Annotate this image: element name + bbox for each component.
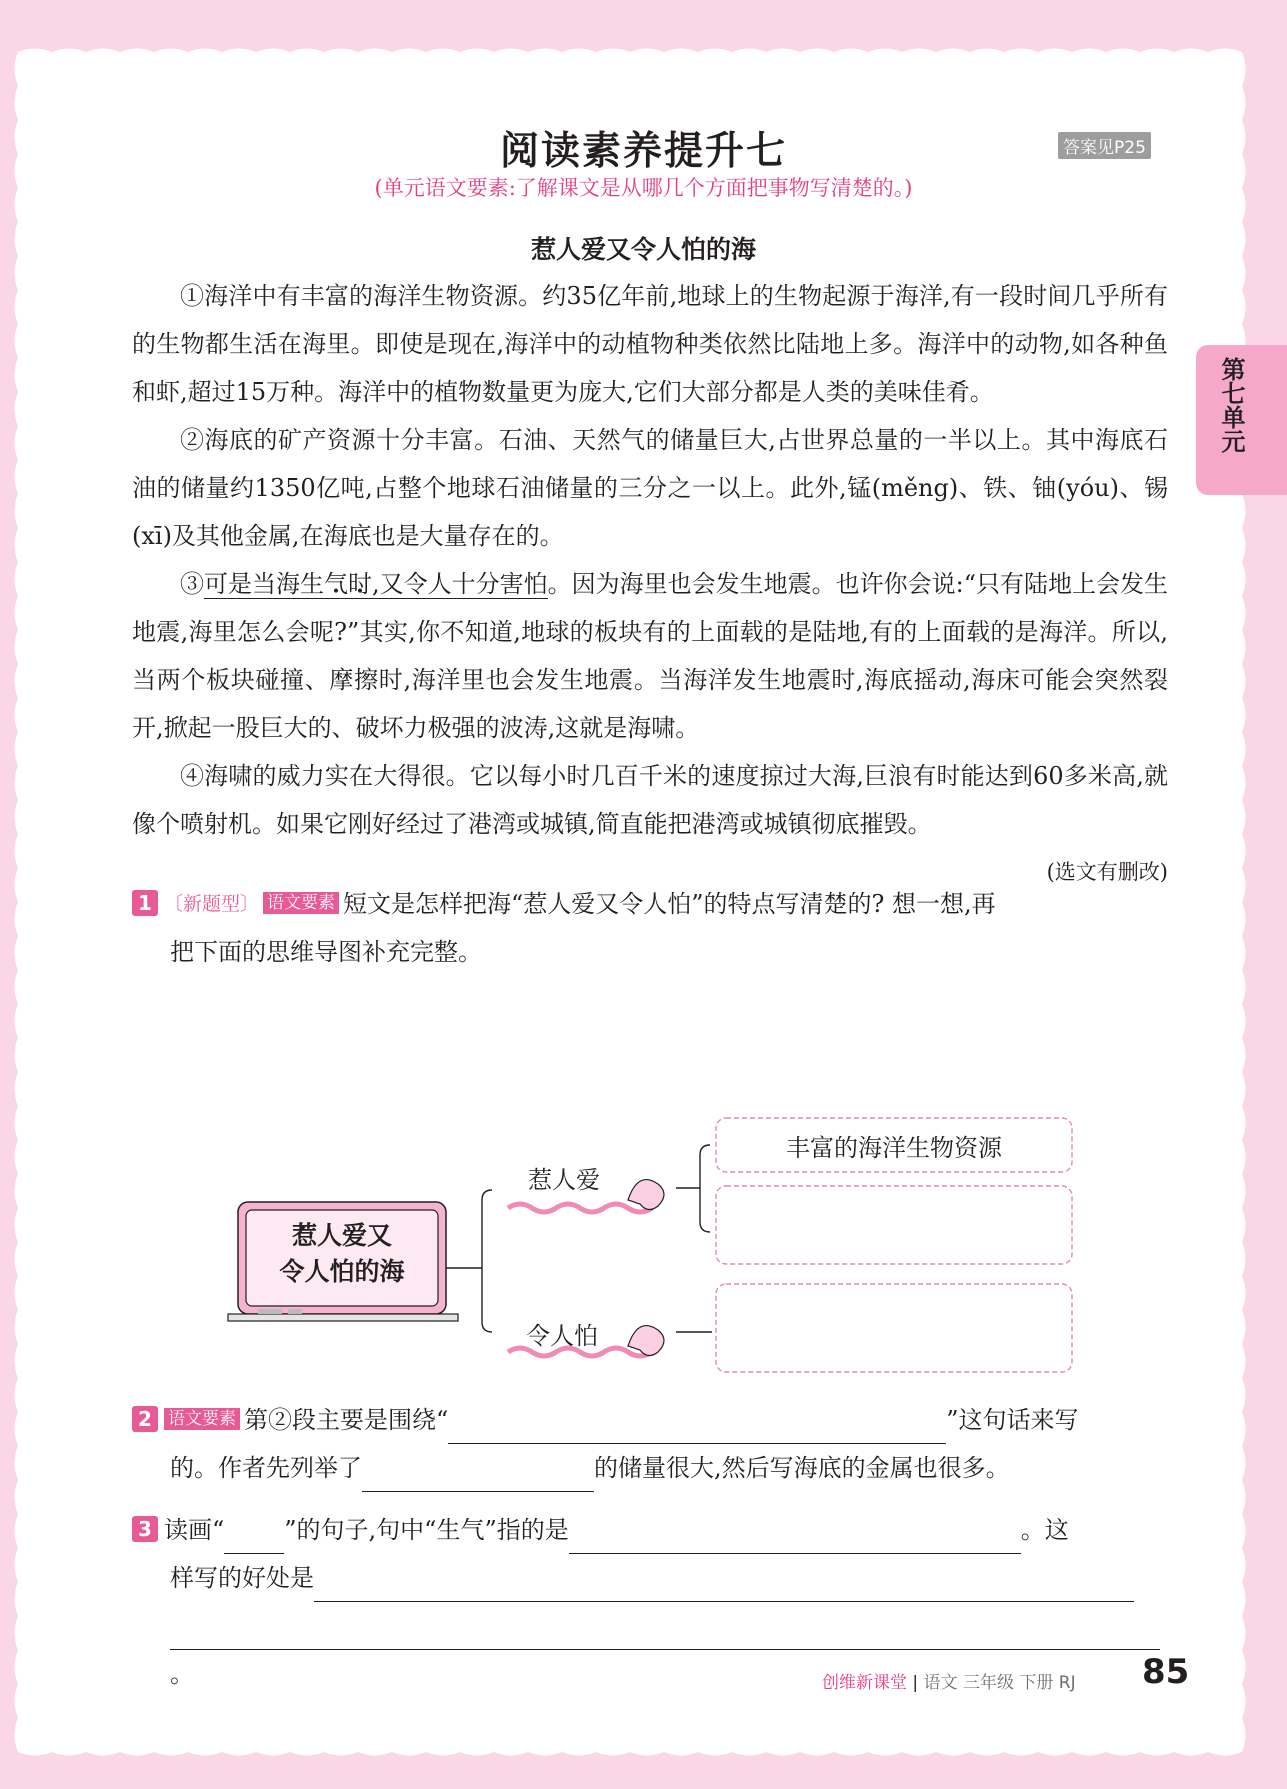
source-note: (选文有删改): [1046, 860, 1168, 884]
book-info: 语文 三年级 下册 RJ: [923, 1673, 1076, 1693]
center-line-2: 令人怕的海: [279, 1257, 405, 1286]
question-2-line-1: [132, 1396, 1172, 1444]
passage-title: 惹人爱又令人怕的海: [530, 235, 756, 264]
answer-blank-5[interactable]: [170, 1613, 1160, 1650]
answer-reference-badge: 答案见P25: [1058, 132, 1151, 159]
page-number: 85: [1142, 1652, 1190, 1692]
unit-side-tab-label: 第七单元: [1217, 357, 1245, 453]
answer-blank-1[interactable]: [448, 1407, 946, 1444]
answer-blank-3[interactable]: [569, 1517, 1021, 1554]
question-2-line-2: [132, 1444, 1172, 1492]
brand-name: 创维新课堂: [822, 1673, 907, 1693]
question-2-text-c: 的。作者先列举了: [170, 1454, 362, 1482]
answer-box-1-text: 丰富的海洋生物资源: [786, 1134, 1002, 1162]
answer-blank-4[interactable]: [314, 1565, 1134, 1602]
question-number: 2: [132, 1406, 158, 1432]
paragraph-4: ④海啸的威力实在大得很。它以每小时几百千米的速度掠过大海,巨浪有时能达到60多米高,就像个喷射机。如果它刚好经过了港湾或城镇,简直能把港湾或城镇彻底摧毁。: [132, 762, 1168, 838]
paragraph-3-number: ③: [180, 570, 204, 598]
mind-map-center: [246, 1218, 438, 1290]
element-tag: 语文要素: [164, 1408, 240, 1430]
question-3-text-c: 。这: [1020, 1516, 1069, 1544]
branch-love-label: 惹人爱: [528, 1166, 600, 1194]
paragraph-3-rest: 。因为海里也会发生地震。也许你会说:“只有陆地上会发生地震,海里怎么会呢?”其实,你不知道,地球的板块有的上面载的是陆地,有的上面载的是海洋。所以,当两个板块碰撞、摩擦时,海洋里也会发生地震。当海洋发生地震时,海底摇动,海床可能会突然裂开,掀起一股巨大的、破坏力极强的波涛,这就是海啸。: [132, 570, 1168, 742]
question-1-line-2: 把下面的思维导图补充完整。: [170, 938, 482, 966]
question-3-text-a: 读画“: [164, 1516, 225, 1544]
emphasis-char-2: 气: [324, 570, 348, 598]
underlined-part-b: 时,又令人十分害怕: [348, 570, 548, 598]
question-number: 1: [132, 890, 158, 916]
paragraph-1: ①海洋中有丰富的海洋生物资源。约35亿年前,地球上的生物起源于海洋,有一段时间几乎所有的生物都生活在海里。即使是现在,海洋中的动植物种类依然比陆地上多。海洋中的动物,如各种鱼和虾,超过15万种。海洋中的植物数量更为庞大,它们大部分都是人类的美味佳肴。: [132, 282, 1168, 406]
answer-box-3[interactable]: [716, 1284, 1072, 1372]
question-3-text-e: 。: [170, 1660, 194, 1688]
element-tag: 语文要素: [263, 892, 339, 914]
question-2-text-d: 的储量很大,然后写海底的金属也很多。: [594, 1454, 1010, 1482]
paragraph-2: ②海底的矿产资源十分丰富。石油、天然气的储量巨大,占世界总量的一半以上。其中海底石油的储量约1350亿吨,占整个地球石油储量的三分之一以上。此外,锰(měng)、铁、铀(yóu)、锡(xī)及其他金属,在海底也是大量存在的。: [132, 426, 1168, 550]
branch-fear-label: 令人怕: [526, 1322, 598, 1350]
answer-blank-2[interactable]: [362, 1455, 594, 1492]
question-3-text-b: ”的句子,句中“生气”指的是: [284, 1516, 569, 1544]
page-title: 阅读素养提升七: [499, 129, 787, 174]
answer-box-2[interactable]: [716, 1186, 1072, 1264]
question-3-line-1: [132, 1506, 1172, 1554]
question-2-text-a: 第②段主要是围绕“: [244, 1406, 449, 1434]
center-line-1: 惹人爱又: [291, 1221, 392, 1250]
question-2-text-b: ”这句话来写: [946, 1406, 1079, 1434]
underlined-part-a: 可是当海: [204, 570, 300, 598]
question-3-line-2: [132, 1554, 1172, 1602]
emphasis-char-1: 生: [300, 570, 324, 598]
question-3-text-d: 样写的好处是: [170, 1564, 314, 1592]
question-1-text: 短文是怎样把海“惹人爱又令人怕”的特点写清楚的? 想一想,再: [343, 890, 996, 918]
wave-icon: [628, 1180, 664, 1356]
unit-objective: (单元语文要素:了解课文是从哪几个方面把事物写清楚的。): [374, 176, 913, 200]
question-2: [132, 1396, 1172, 1492]
footer-info: 创维新课堂 | 语文 三年级 下册 RJ: [822, 1673, 1076, 1693]
question-number: 3: [132, 1516, 158, 1542]
new-type-tag: 〔新题型〕: [164, 893, 260, 915]
underline-sample: [224, 1517, 284, 1554]
